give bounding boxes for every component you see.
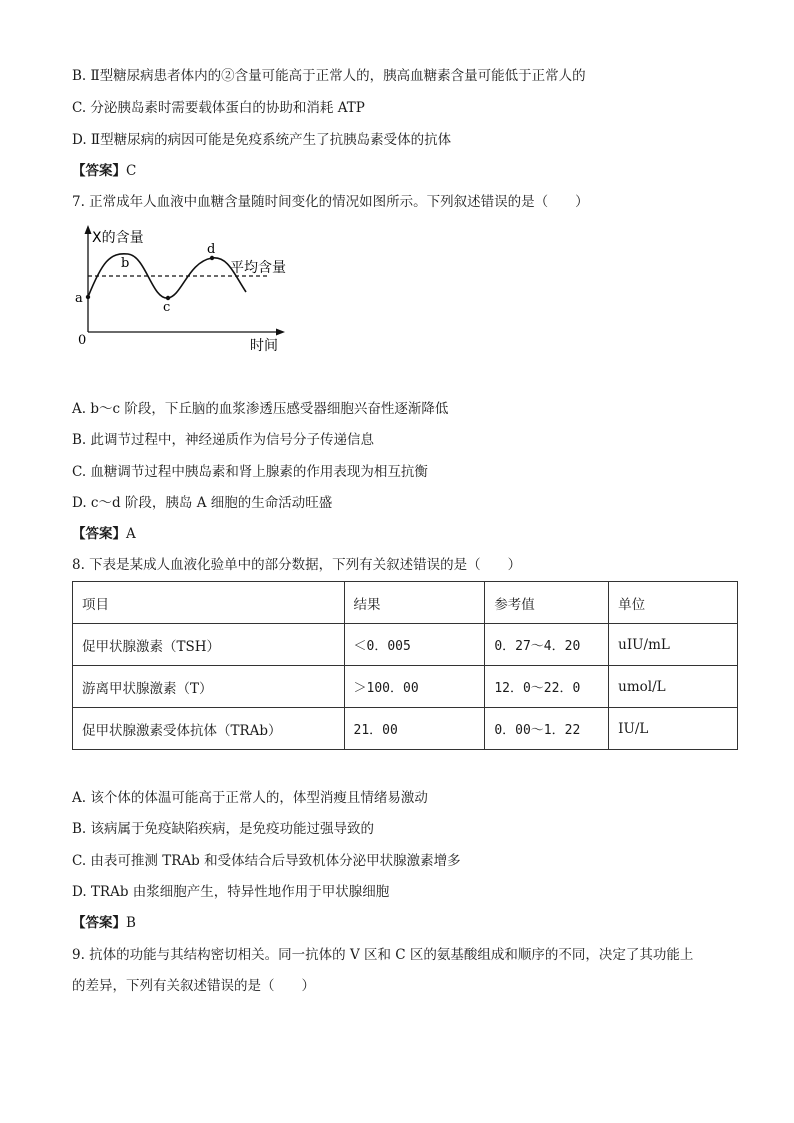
point-c-label: c [163,300,171,315]
q8-option-b: B. 该病属于免疫缺陷疾病，是免疫功能过强导致的 [72,821,375,837]
table-cell: 游离甲状腺激素（T） [73,666,345,708]
q6-option-c: C. 分泌胰岛素时需要载体蛋白的协助和消耗 ATP [72,100,365,116]
table-cell: 促甲状腺激素受体抗体（TRAb） [73,708,345,750]
table-cell: 21．00 [344,708,485,750]
table-cell: 0．27～4．20 [485,624,609,666]
table-cell: uIU/mL [609,624,738,666]
table-header-row [73,582,738,624]
mean-level-label: 平均含量 [230,260,286,276]
q7-answer [72,524,136,544]
q6-option-b: B. Ⅱ型糖尿病患者体内的②含量可能高于正常人的，胰高血糖素含量可能低于正常人的 [72,68,586,84]
table-cell: 12．0～22．0 [485,666,609,708]
header-cell: 单位 [609,582,738,624]
q7-option-a: A. b～c 阶段，下丘脑的血浆渗透压感受器细胞兴奋性逐渐降低 [72,401,449,417]
q6-option-d: D. Ⅱ型糖尿病的病因可能是免疫系统产生了抗胰岛素受体的抗体 [72,132,452,148]
table-cell: 促甲状腺激素（TSH） [73,624,345,666]
point-b-label: b [121,256,130,271]
q9-stem-line-2: 的差异，下列有关叙述错误的是（ ） [72,978,315,994]
q8-answer [72,913,136,933]
table-row [73,624,738,666]
table-cell: IU/L [609,708,738,750]
blood-test-table [72,581,738,750]
q8-stem: 8. 下表是某成人血液化验单中的部分数据，下列有关叙述错误的是（ ） [72,557,522,573]
table-cell: ＜0．005 [344,624,485,666]
header-cell: 项目 [73,582,345,624]
q7-option-d: D. c～d 阶段，胰岛 A 细胞的生命活动旺盛 [72,495,333,511]
q6-answer [72,161,136,181]
x-axis-arrow [276,329,285,336]
q7-option-b: B. 此调节过程中，神经递质作为信号分子传递信息 [72,432,375,448]
blood-glucose-curve-figure [70,222,300,357]
point-a-label: a [75,291,83,306]
answer-label: 【答案】 [72,526,126,542]
table-cell: ＞100．00 [344,666,485,708]
point-a-marker [86,295,90,299]
answer-value: A [126,526,136,542]
answer-label: 【答案】 [72,915,126,931]
q8-option-c: C. 由表可推测 TRAb 和受体结合后导致机体分泌甲状腺激素增多 [72,853,461,869]
header-cell: 结果 [344,582,485,624]
y-axis-label: X的含量 [92,230,144,246]
header-cell: 参考值 [485,582,609,624]
q7-option-c: C. 血糖调节过程中胰岛素和肾上腺素的作用表现为相互抗衡 [72,464,428,480]
origin-label: 0 [78,333,87,348]
q9-stem-line-1: 9. 抗体的功能与其结构密切相关。同一抗体的 V 区和 C 区的氨基酸组成和顺序的不同，决定了其功能上 [72,947,694,963]
answer-value: C [126,163,137,179]
q8-option-d: D. TRAb 由浆细胞产生，特异性地作用于甲状腺细胞 [72,884,390,900]
table-cell: umol/L [609,666,738,708]
q7-stem: 7. 正常成年人血液中血糖含量随时间变化的情况如图所示。下列叙述错误的是（ ） [72,194,589,210]
x-axis-label: 时间 [250,338,278,354]
q8-option-a: A. 该个体的体温可能高于正常人的，体型消瘦且情绪易激动 [72,790,428,806]
table-row [73,708,738,750]
table-row [73,666,738,708]
answer-label: 【答案】 [72,163,126,179]
y-axis-arrow [85,225,92,234]
point-d-label: d [207,242,216,257]
table-cell: 0．00～1．22 [485,708,609,750]
answer-value: B [126,915,136,931]
